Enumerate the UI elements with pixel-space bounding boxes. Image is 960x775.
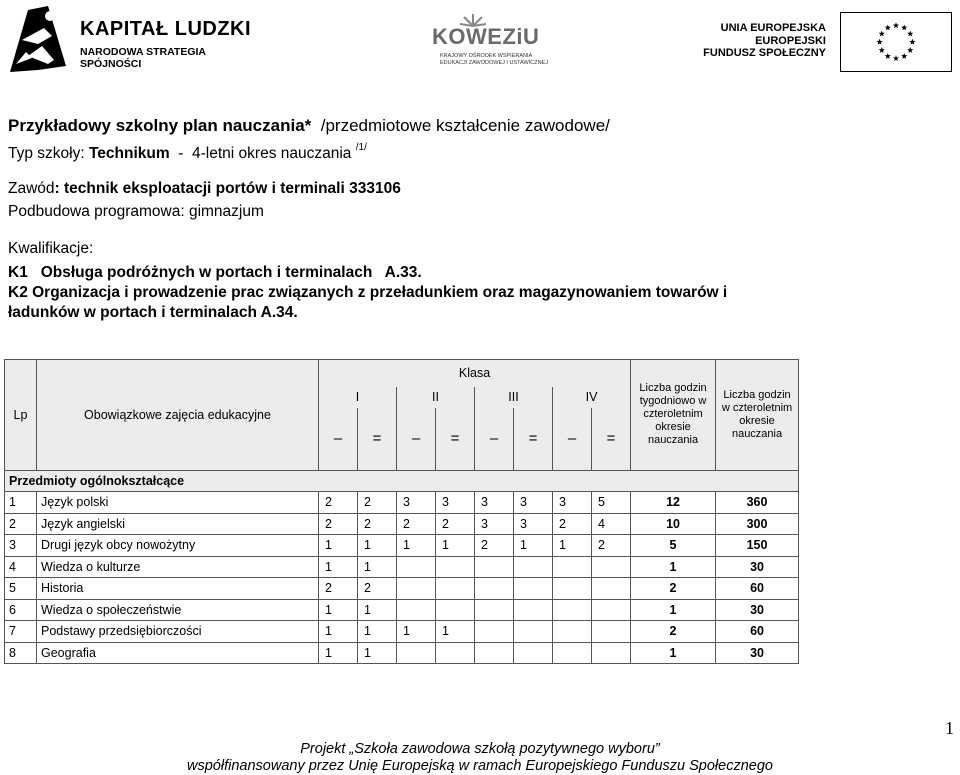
row-semester-value: 2 [475, 535, 514, 557]
row-subject: Geografia [37, 642, 319, 664]
header-sem-1: – [319, 408, 358, 470]
row-subject: Wiedza o społeczeństwie [37, 599, 319, 621]
row-weekly-hours: 1 [631, 556, 716, 578]
row-semester-value [592, 642, 631, 664]
row-weekly-hours: 1 [631, 642, 716, 664]
row-semester-value [436, 556, 475, 578]
row-weekly-hours: 5 [631, 535, 716, 557]
table-row [5, 556, 799, 578]
row-semester-value: 3 [436, 492, 475, 514]
row-semester-value: 3 [397, 492, 436, 514]
row-semester-value [475, 642, 514, 664]
row-semester-value [514, 621, 553, 643]
row-semester-value: 5 [592, 492, 631, 514]
eu-star-icon [893, 22, 899, 28]
row-semester-value [514, 578, 553, 600]
row-total-hours: 300 [716, 513, 799, 535]
profession-value: : technik eksploatacji portów i terminali 333106 [54, 180, 401, 197]
row-total-hours: 60 [716, 621, 799, 643]
eu-star-icon [885, 24, 891, 30]
kowezu-logo [428, 12, 560, 72]
header-sem-8: = [592, 408, 631, 470]
row-semester-value: 2 [358, 578, 397, 600]
header-sem-2: = [358, 408, 397, 470]
kapital-ludzki-subtitle: NARODOWA STRATEGIA SPÓJNOŚCI [80, 46, 206, 70]
row-semester-value: 1 [319, 599, 358, 621]
row-semester-value [553, 642, 592, 664]
eu-star-icon [893, 55, 899, 61]
row-semester-value: 1 [319, 535, 358, 557]
row-total-hours: 150 [716, 535, 799, 557]
eu-star-icon [907, 47, 913, 53]
row-lp: 3 [5, 535, 37, 557]
row-semester-value [475, 599, 514, 621]
doc-title-rest: /przedmiotowe kształcenie zawodowe/ [320, 116, 610, 135]
row-weekly-hours: 2 [631, 578, 716, 600]
row-subject: Język angielski [37, 513, 319, 535]
row-semester-value: 1 [514, 535, 553, 557]
row-semester-value: 1 [397, 621, 436, 643]
profession-label: Zawód [8, 180, 55, 197]
eu-star-icon [876, 39, 882, 45]
row-weekly-hours: 2 [631, 621, 716, 643]
table-row [5, 513, 799, 535]
row-semester-value [553, 556, 592, 578]
row-lp: 7 [5, 621, 37, 643]
doc-title [8, 116, 610, 136]
qualification-k1: K1 Obsługa podróżnych w portach i terminalach A.33. [8, 264, 422, 281]
row-semester-value: 1 [436, 535, 475, 557]
table-row [5, 599, 799, 621]
kapital-ludzki-logo [8, 4, 268, 76]
row-semester-value [553, 621, 592, 643]
eu-flag-icon [840, 12, 952, 72]
eu-line2: EUROPEJSKI [755, 34, 826, 47]
table-row [5, 535, 799, 557]
row-weekly-hours: 1 [631, 599, 716, 621]
row-lp: 1 [5, 492, 37, 514]
eu-star-icon [879, 47, 885, 53]
kowezu-wordmark: KOWEZiU [432, 24, 540, 49]
section-row [5, 470, 799, 492]
row-semester-value: 1 [436, 621, 475, 643]
row-semester-value: 3 [475, 513, 514, 535]
header-weekly-hours: Liczba godzin tygodniowo w czteroletnim okresie nauczania [631, 360, 716, 471]
eu-line3: FUNDUSZ SPOŁECZNY [703, 47, 826, 59]
row-subject: Wiedza o kulturze [37, 556, 319, 578]
eu-star-icon [909, 39, 915, 45]
row-total-hours: 30 [716, 556, 799, 578]
header-sem-3: – [397, 408, 436, 470]
eu-star-icon [901, 24, 907, 30]
row-weekly-hours: 12 [631, 492, 716, 514]
row-semester-value: 1 [358, 556, 397, 578]
row-semester-value [475, 556, 514, 578]
row-semester-value: 1 [358, 535, 397, 557]
row-semester-value [397, 642, 436, 664]
row-total-hours: 60 [716, 578, 799, 600]
header-sem-6: = [514, 408, 553, 470]
curriculum-base: Podbudowa programowa: gimnazjum [8, 203, 264, 220]
eu-logo-text [703, 22, 826, 60]
eu-star-icon [907, 30, 913, 36]
row-semester-value: 2 [319, 492, 358, 514]
row-semester-value [592, 578, 631, 600]
row-semester-value [475, 621, 514, 643]
row-semester-value: 2 [319, 578, 358, 600]
row-semester-value: 3 [553, 492, 592, 514]
header-sem-4: = [436, 408, 475, 470]
row-lp: 4 [5, 556, 37, 578]
row-semester-value: 1 [319, 621, 358, 643]
header-sem-7: – [553, 408, 592, 470]
qualifications-label: Kwalifikacje: [8, 240, 94, 257]
row-semester-value: 4 [592, 513, 631, 535]
row-semester-value [475, 578, 514, 600]
row-subject: Historia [37, 578, 319, 600]
header-klasa: Klasa [319, 360, 631, 387]
subject-rows [5, 492, 799, 664]
row-weekly-hours: 10 [631, 513, 716, 535]
school-type-footnote: /1/ [355, 142, 367, 153]
kowezu-subtitle [440, 53, 548, 67]
row-lp: 2 [5, 513, 37, 535]
table-row [5, 492, 799, 514]
row-semester-value [436, 578, 475, 600]
section-title: Przedmioty ogólnokształcące [5, 470, 799, 492]
profession [8, 180, 401, 198]
row-total-hours: 30 [716, 599, 799, 621]
kapital-ludzki-emblem-icon [8, 6, 70, 72]
kowezu-subtitle-line1: KRAJOWY OŚRODEK WSPIERANIA [440, 53, 533, 59]
header-class-3: III [475, 387, 553, 409]
row-semester-value [592, 599, 631, 621]
row-semester-value [397, 599, 436, 621]
header-subject: Obowiązkowe zajęcia edukacyjne [37, 360, 319, 471]
row-semester-value [514, 599, 553, 621]
row-semester-value [436, 599, 475, 621]
page-number: 1 [945, 718, 954, 738]
table-row [5, 621, 799, 643]
eu-line1: UNIA EUROPEJSKA [720, 22, 826, 34]
row-total-hours: 360 [716, 492, 799, 514]
school-type [8, 142, 367, 163]
qualification-k2-line2: ładunków w portach i terminalach A.34. [8, 304, 298, 321]
row-semester-value [553, 599, 592, 621]
row-semester-value: 2 [592, 535, 631, 557]
row-semester-value: 1 [358, 621, 397, 643]
row-semester-value: 1 [319, 556, 358, 578]
doc-title-bold: Przykładowy szkolny plan nauczania* [8, 116, 312, 135]
row-semester-value: 3 [475, 492, 514, 514]
row-semester-value: 1 [358, 642, 397, 664]
school-type-label: Typ szkoły: [8, 145, 89, 162]
qualification-k2-line1: K2 Organizacja i prowadzenie prac związanych z przeładunkiem oraz magazynowaniem towarów i [8, 284, 728, 301]
row-semester-value [592, 556, 631, 578]
row-semester-value: 3 [514, 513, 553, 535]
curriculum-table [4, 359, 799, 664]
header-class-4: IV [553, 387, 631, 409]
row-semester-value [514, 642, 553, 664]
row-semester-value: 2 [358, 513, 397, 535]
header-total-hours: Liczba godzin w czteroletnim okresie nauczania [716, 360, 799, 471]
header-class-1: I [319, 387, 397, 409]
row-semester-value: 2 [553, 513, 592, 535]
row-semester-value [436, 642, 475, 664]
header-sem-5: – [475, 408, 514, 470]
kapital-ludzki-title: KAPITAŁ LUDZKI [80, 18, 252, 40]
row-semester-value: 1 [358, 599, 397, 621]
school-type-value: Technikum [88, 145, 170, 162]
row-subject: Podstawy przedsiębiorczości [37, 621, 319, 643]
row-semester-value [514, 556, 553, 578]
school-type-rest: - 4-letni okres nauczania [169, 145, 352, 162]
eu-star-icon [901, 53, 907, 59]
row-lp: 6 [5, 599, 37, 621]
row-semester-value: 1 [397, 535, 436, 557]
eu-logo [700, 8, 952, 72]
row-semester-value: 1 [553, 535, 592, 557]
row-semester-value [592, 621, 631, 643]
row-subject: Język polski [37, 492, 319, 514]
header-class-2: II [397, 387, 475, 409]
row-total-hours: 30 [716, 642, 799, 664]
row-lp: 5 [5, 578, 37, 600]
row-semester-value [553, 578, 592, 600]
row-semester-value: 2 [358, 492, 397, 514]
row-semester-value: 2 [397, 513, 436, 535]
eu-star-icon [885, 53, 891, 59]
row-semester-value: 2 [319, 513, 358, 535]
table-row [5, 642, 799, 664]
table-row [5, 578, 799, 600]
footer-line1: Projekt „Szkoła zawodowa szkołą pozytywnego wyboru” [300, 741, 660, 757]
row-semester-value: 3 [514, 492, 553, 514]
row-semester-value: 1 [319, 642, 358, 664]
footer-line2: współfinansowany przez Unię Europejską w ramach Europejskiego Funduszu Społecznego [187, 758, 773, 774]
header-lp: Lp [5, 360, 37, 471]
row-subject: Drugi język obcy nowożytny [37, 535, 319, 557]
row-semester-value: 2 [436, 513, 475, 535]
row-semester-value [397, 556, 436, 578]
kowezu-subtitle-line2: EDUKACJI ZAWODOWEJ I USTAWICZNEJ [440, 60, 548, 66]
row-semester-value [397, 578, 436, 600]
header-row-klasa [5, 360, 799, 387]
eu-star-icon [879, 30, 885, 36]
row-lp: 8 [5, 642, 37, 664]
